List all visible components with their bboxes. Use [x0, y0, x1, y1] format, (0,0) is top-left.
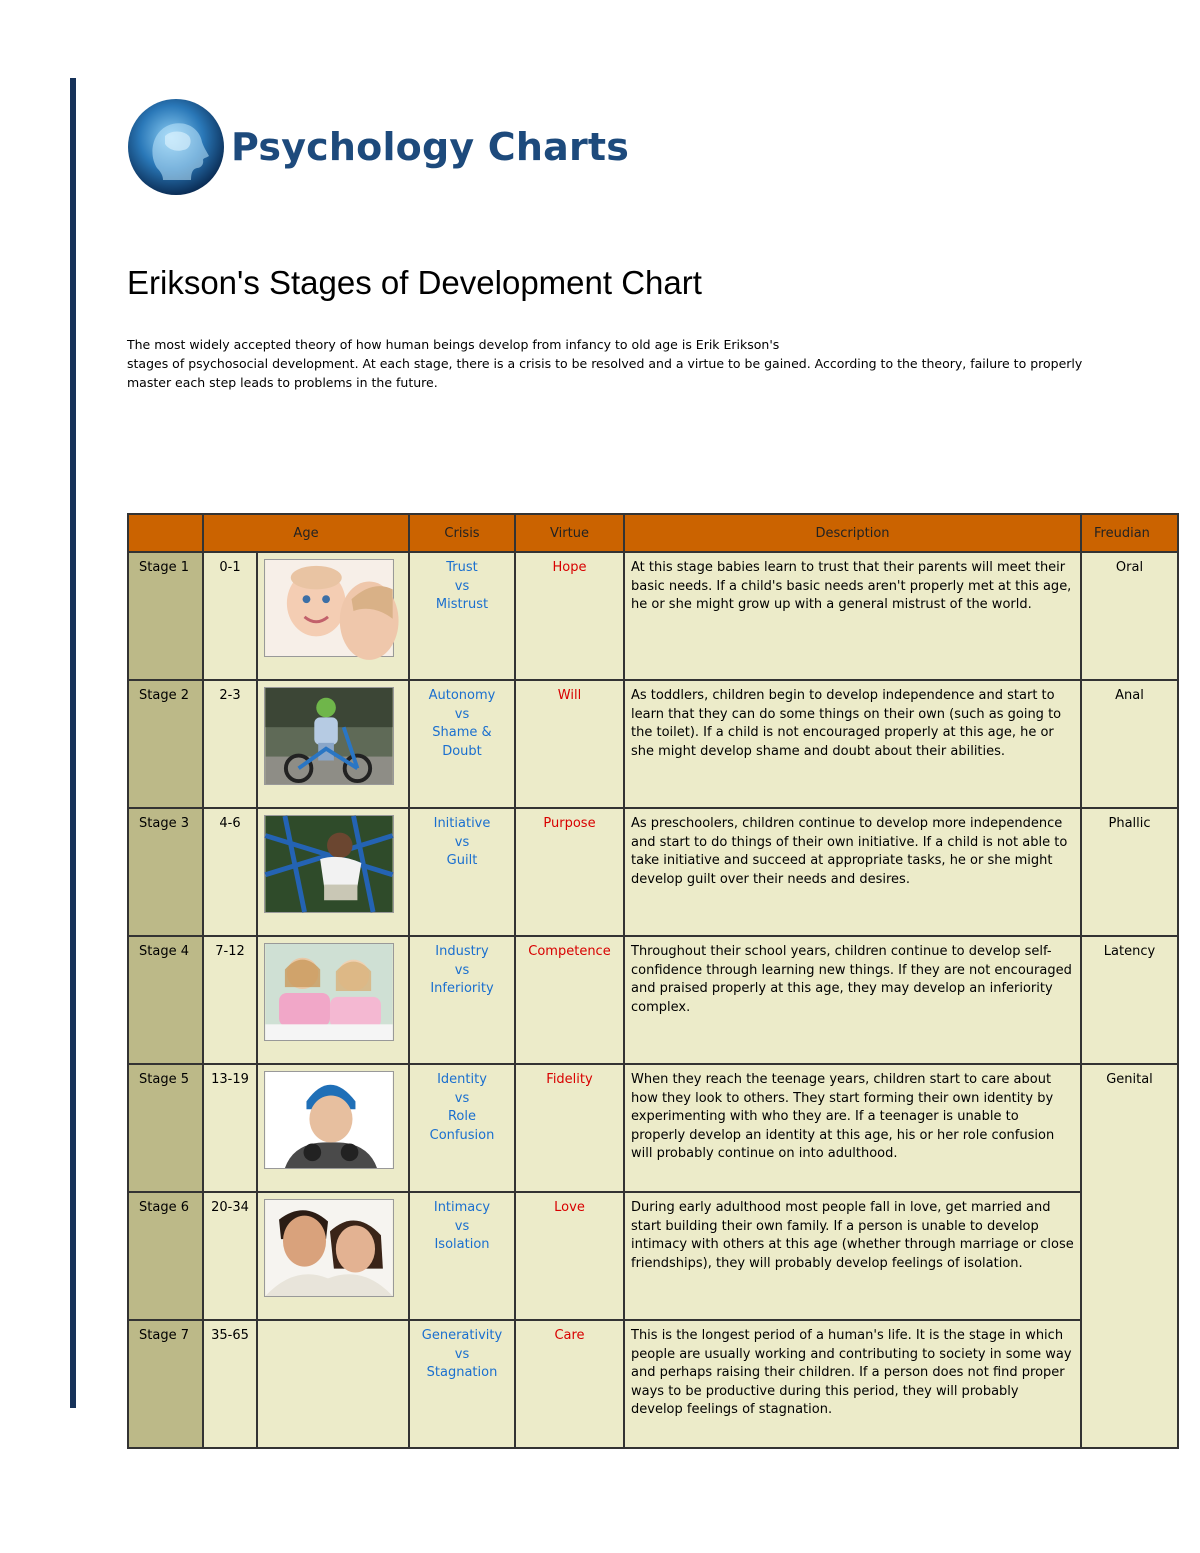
crisis-negative: Stagnation	[426, 1365, 498, 1380]
table-row	[128, 1320, 1178, 1448]
teenager-with-headphones-photo	[264, 1071, 394, 1169]
crisis-cell	[409, 1064, 515, 1192]
table-row	[128, 936, 1178, 1064]
header-stage	[128, 514, 203, 552]
photo-cell	[257, 680, 409, 808]
crisis-negative: Mistrust	[435, 597, 489, 612]
crisis-positive: Autonomy	[428, 688, 496, 703]
crisis-vs: vs	[454, 706, 470, 722]
stage-label: Stage 2	[128, 680, 203, 808]
photo-cell	[257, 1192, 409, 1320]
crisis-cell	[409, 808, 515, 936]
crisis-negative: Isolation	[434, 1237, 490, 1252]
virtue: Will	[515, 680, 624, 808]
baby-with-mother-photo	[264, 559, 394, 657]
crisis-positive: Intimacy	[433, 1200, 491, 1215]
header-freud: Freudian	[1081, 514, 1178, 552]
age-range: 4-6	[203, 808, 257, 936]
crisis-vs: vs	[454, 834, 470, 850]
crisis-vs: vs	[454, 962, 470, 978]
photo-cell	[257, 552, 409, 680]
description: As preschoolers, children continue to develop more independence and start to do things of their own initiative. If a child is not able to take initiative and succeed at appropriate tasks, he or she might develop guilt over their needs and desires.	[624, 808, 1081, 936]
crisis-cell	[409, 680, 515, 808]
table-row	[128, 1192, 1178, 1320]
stage-label: Stage 3	[128, 808, 203, 936]
child-on-climbing-frame-photo	[264, 815, 394, 913]
description: At this stage babies learn to trust that their parents will meet their basic needs. If a child's basic needs aren't properly met at this age, he or she might grow up with a general mistrust of the world.	[624, 552, 1081, 680]
crisis-cell	[409, 552, 515, 680]
header-age: Age	[203, 514, 409, 552]
stages-table	[127, 513, 1179, 1449]
crisis-vs: vs	[454, 1346, 470, 1362]
site-logo[interactable]	[127, 98, 629, 196]
stage-label: Stage 7	[128, 1320, 203, 1448]
age-range: 7-12	[203, 936, 257, 1064]
crisis-negative: Shame & Doubt	[432, 725, 492, 759]
stage-label: Stage 1	[128, 552, 203, 680]
photo-cell-empty	[257, 1320, 409, 1448]
age-range: 0-1	[203, 552, 257, 680]
intro-paragraph	[127, 335, 1127, 392]
crisis-negative: Role Confusion	[429, 1109, 495, 1143]
virtue: Fidelity	[515, 1064, 624, 1192]
virtue: Competence	[515, 936, 624, 1064]
logo-text: Psychology Charts	[231, 125, 630, 169]
intro-line-1: The most widely accepted theory of how human beings develop from infancy to old age is Erik Erikson's	[127, 337, 780, 352]
photo-cell	[257, 1064, 409, 1192]
head-brain-logo-icon	[127, 98, 225, 196]
age-range: 2-3	[203, 680, 257, 808]
virtue: Love	[515, 1192, 624, 1320]
description: When they reach the teenage years, children start to care about how they look to others. They start forming their own identity by experimenting with who they are. If a teenager is unable to properly develop an identity at this age, his or her role confusion will probably continue on into adulthood.	[624, 1064, 1081, 1192]
description: As toddlers, children begin to develop independence and start to learn that they can do some things on their own (such as going to the toilet). If a child is not encouraged properly at this age, he or she might develop shame and doubt about their abilities.	[624, 680, 1081, 808]
crisis-cell	[409, 1320, 515, 1448]
crisis-vs: vs	[454, 1218, 470, 1234]
header-crisis: Crisis	[409, 514, 515, 552]
virtue: Purpose	[515, 808, 624, 936]
girls-studying-photo	[264, 943, 394, 1041]
virtue: Care	[515, 1320, 624, 1448]
intro-line-2: stages of psychosocial development. At each stage, there is a crisis to be resolved and a virtue to be gained. According to the theory, failure to properly master each step leads to problems in the future.	[127, 356, 1083, 390]
table-row	[128, 552, 1178, 680]
age-range: 35-65	[203, 1320, 257, 1448]
crisis-cell	[409, 936, 515, 1064]
description: Throughout their school years, children continue to develop self-confidence through learning new things. If they are not encouraged and praised properly at this age, they may develop an inferiority complex.	[624, 936, 1081, 1064]
description: This is the longest period of a human's life. It is the stage in which people are usually working and contributing to society in some way and perhaps raising their children. If a person does not find proper ways to be productive during this period, they will probably develop feelings of stagnation.	[624, 1320, 1081, 1448]
crisis-positive: Industry	[435, 944, 489, 959]
freud-stage: Latency	[1081, 936, 1178, 1064]
freud-stage: Genital	[1081, 1064, 1178, 1448]
freud-stage: Anal	[1081, 680, 1178, 808]
stage-label: Stage 4	[128, 936, 203, 1064]
stages-table-container	[127, 513, 1156, 1417]
header-description: Description	[624, 514, 1081, 552]
crisis-negative: Guilt	[446, 853, 478, 868]
crisis-vs: vs	[454, 1090, 470, 1106]
table-row	[128, 1064, 1178, 1192]
crisis-vs: vs	[454, 578, 470, 594]
virtue: Hope	[515, 552, 624, 680]
freud-stage: Oral	[1081, 552, 1178, 680]
header-virtue: Virtue	[515, 514, 624, 552]
age-range: 13-19	[203, 1064, 257, 1192]
age-range: 20-34	[203, 1192, 257, 1320]
crisis-positive: Identity	[437, 1072, 487, 1087]
stage-label: Stage 5	[128, 1064, 203, 1192]
photo-cell	[257, 936, 409, 1064]
table-row	[128, 680, 1178, 808]
crisis-negative: Inferiority	[430, 981, 494, 996]
freud-stage: Phallic	[1081, 808, 1178, 936]
crisis-positive: Initiative	[433, 816, 491, 831]
toddler-on-bike-photo	[264, 687, 394, 785]
page-title: Erikson's Stages of Development Chart	[127, 264, 702, 301]
crisis-cell	[409, 1192, 515, 1320]
table-header-row	[128, 514, 1178, 552]
stage-label: Stage 6	[128, 1192, 203, 1320]
description: During early adulthood most people fall in love, get married and start building their own family. If a person is unable to develop intimacy with others at this age (whether through marriage or close friendships), they will probably develop feelings of isolation.	[624, 1192, 1081, 1320]
page-left-rule	[70, 78, 76, 1408]
photo-cell	[257, 808, 409, 936]
table-row	[128, 808, 1178, 936]
crisis-positive: Trust	[446, 560, 478, 575]
young-couple-laughing-photo	[264, 1199, 394, 1297]
crisis-positive: Generativity	[421, 1328, 503, 1343]
